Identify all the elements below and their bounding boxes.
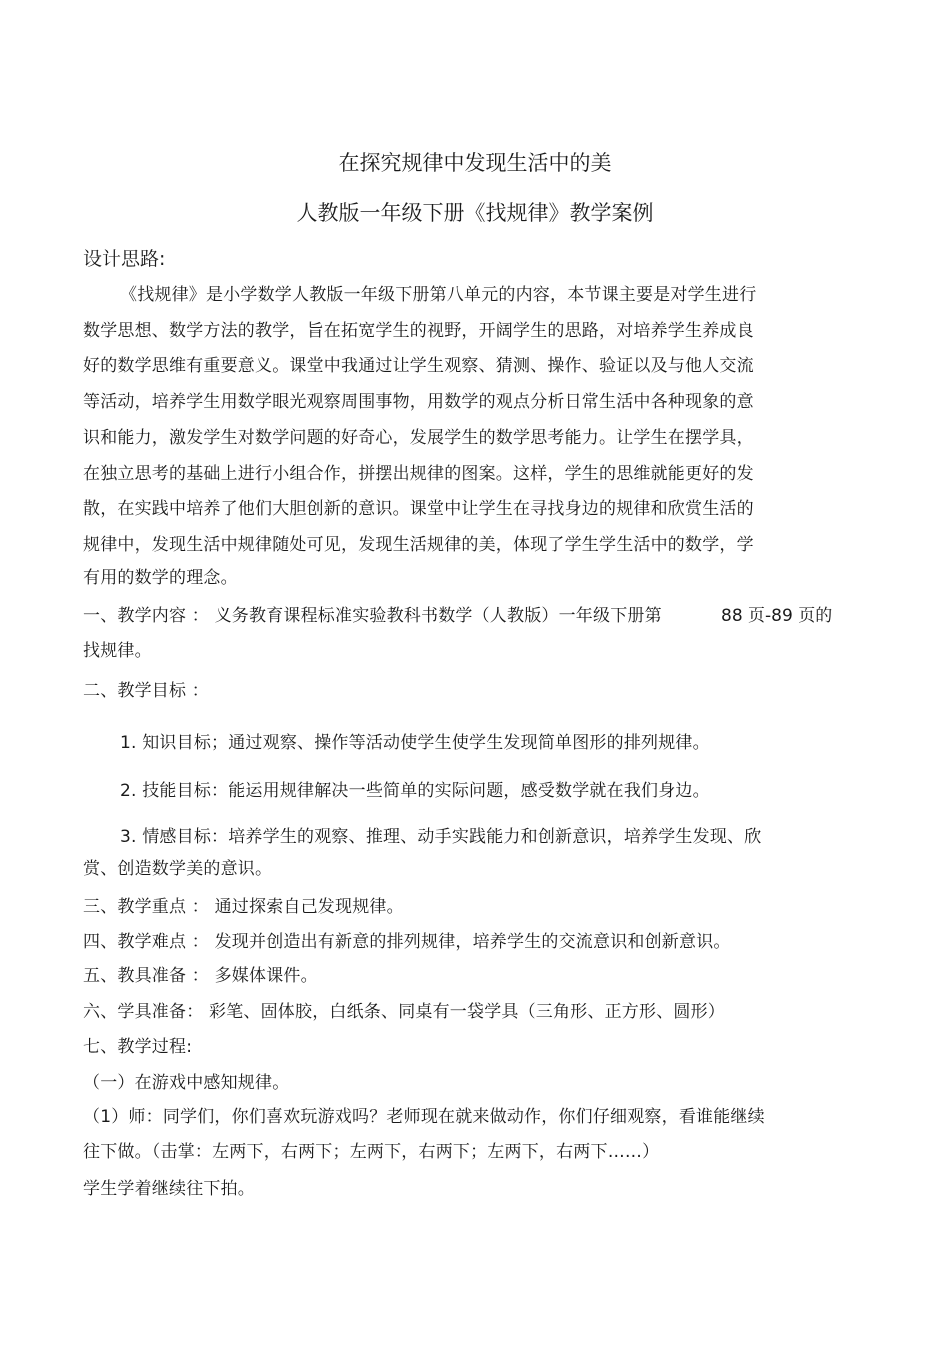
section-teaching-content-cont: 找规律。 [83,641,152,661]
section-key-points: 三、教学重点 ： 通过探索自己发现规律。 [83,897,404,917]
document-subtitle: 人教版一年级下册《找规律》教学案例 [296,201,654,225]
section-teaching-process: 七、教学过程: [83,1037,193,1057]
process-step-text: （1）师：同学们，你们喜欢玩游戏吗？老师现在就来做动作，你们仔细观察，看谁能继续 [83,1107,765,1127]
section-teaching-aids: 五、教具准备 ： 多媒体课件。 [83,966,318,986]
section-learning-tools: 六、学具准备： 彩笔、固体胶，白纸条、同桌有一袋学具（三角形、正方形、圆形） [83,1002,726,1022]
section-teaching-goals: 二、教学目标 ： [83,681,210,701]
paragraph-line: 散，在实践中培养了他们大胆创新的意识。课堂中让学生在寻找身边的规律和欣赏生活的 [83,499,754,519]
paragraph-line: 《找规律》是小学数学人教版一年级下册第八单元的内容，本节课主要是对学生进行 [120,285,757,305]
paragraph-line: 等活动，培养学生用数学眼光观察周围事物，用数学的观点分析日常生活中各种现象的意 [83,392,754,412]
paragraph-line: 规律中，发现生活中规律随处可见，发现生活规律的美，体现了学生学生活中的数学，学 [83,535,754,555]
document-title: 在探究规律中发现生活中的美 [338,151,612,175]
paragraph-line: 在独立思考的基础上进行小组合作，拼摆出规律的图案。这样，学生的思维就能更好的发 [83,464,754,484]
goal-skill: 2. 技能目标：能运用规律解决一些简单的实际问题，感受数学就在我们身边。 [120,781,710,801]
section-teaching-content: 一、教学内容 ： 义务教育课程标准实验教科书数学（人教版）一年级下册第 [83,606,662,626]
process-step-text: 往下做。（击掌：左两下，右两下；左两下，右两下；左两下，右两下……） [83,1142,660,1162]
section-difficulties: 四、教学难点 ： 发现并创造出有新意的排列规律，培养学生的交流意识和创新意识。 [83,932,731,952]
paragraph-line: 识和能力，激发学生对数学问题的好奇心，发展学生的数学思考能力。让学生在摆学具， [83,428,754,448]
goal-knowledge: 1. 知识目标；通过观察、操作等活动使学生使学生发现简单图形的排列规律。 [120,733,710,753]
paragraph-line: 好的数学思维有重要意义。课堂中我通过让学生观察、猜测、操作、验证以及与他人交流 [83,356,754,376]
process-step-heading: （一）在游戏中感知规律。 [83,1073,290,1093]
process-step-text: 学生学着继续往下拍。 [83,1179,255,1199]
goal-emotion-cont: 赏、创造数学美的意识。 [83,859,273,879]
paragraph-line: 有用的数学的理念。 [83,568,238,588]
paragraph-line: 数学思想、数学方法的教学，旨在拓宽学生的视野，开阔学生的思路，对培养学生养成良 [83,321,754,341]
design-heading: 设计思路: [83,248,166,270]
goal-emotion: 3. 情感目标：培养学生的观察、推理、动手实践能力和创新意识，培养学生发现、欣 [120,827,762,847]
page-reference: 88 页-89 页的 [721,606,833,626]
